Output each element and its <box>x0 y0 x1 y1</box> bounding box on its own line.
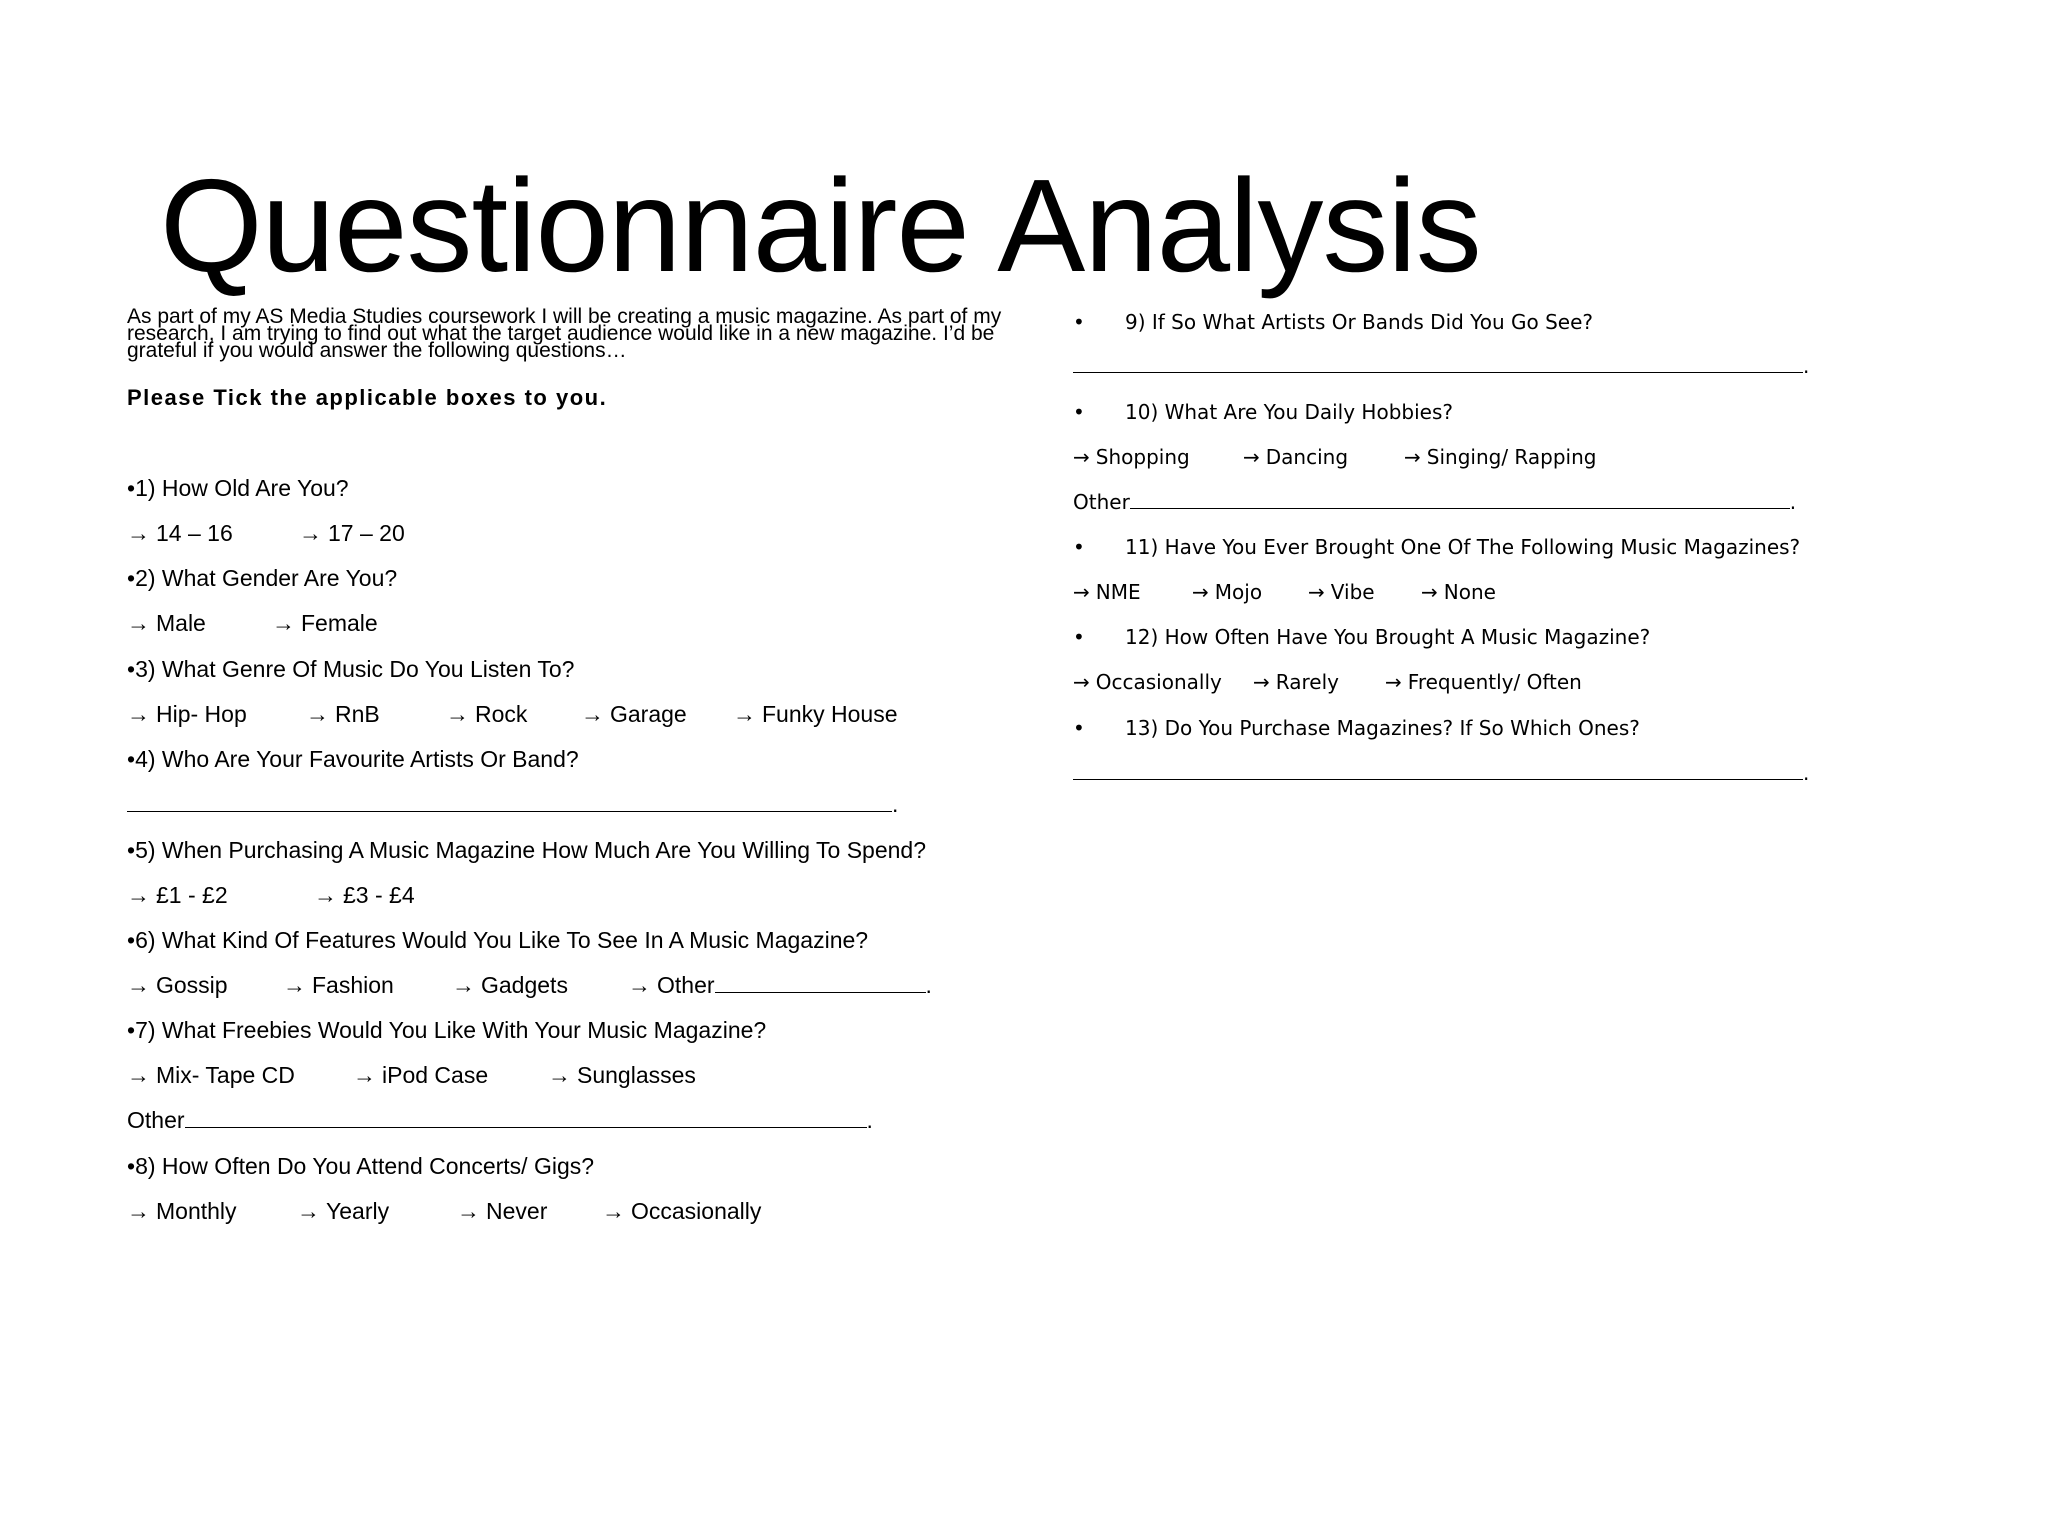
arrow-right-icon: → <box>353 1062 376 1088</box>
arrow-right-icon: → <box>446 701 469 727</box>
bullet: • <box>127 475 136 501</box>
arrow-right-icon: → <box>127 610 150 636</box>
bullet: • <box>127 656 136 682</box>
arrow-right-icon: → <box>457 1198 480 1224</box>
option[interactable]: → Yearly <box>297 1198 390 1224</box>
option[interactable]: → Female <box>272 610 378 636</box>
option[interactable]: → Rarely <box>1253 670 1339 694</box>
answer-line[interactable] <box>1073 352 1803 373</box>
arrow-right-icon: → <box>283 972 306 998</box>
answer-row-12 <box>1073 668 1582 696</box>
intro-paragraph: As part of my AS Media Studies coursework I will be creating a music magazine. As part of my research, I am trying to find out what the target audience would like in a new magazine. I’d be grateful if you would answer the following questions… <box>127 305 1002 362</box>
option[interactable]: → Mix- Tape CD <box>127 1062 295 1088</box>
question-10 <box>1073 398 1453 426</box>
question-text: 10) What Are You Daily Hobbies? <box>1125 400 1453 424</box>
question-4 <box>127 745 579 773</box>
arrow-right-icon: → <box>1073 580 1090 604</box>
option[interactable]: → Other . <box>628 972 932 998</box>
arrow-right-icon: → <box>1073 445 1090 469</box>
bullet: • <box>127 746 136 772</box>
option[interactable]: → iPod Case <box>353 1062 489 1088</box>
answer-row-2 <box>127 609 378 637</box>
arrow-right-icon: → <box>127 882 150 908</box>
arrow-right-icon: → <box>1253 670 1270 694</box>
option[interactable]: → Fashion <box>283 972 394 998</box>
bullet: • <box>1073 625 1085 649</box>
option[interactable]: → Gadgets <box>452 972 568 998</box>
answer-row-11 <box>1073 578 1496 606</box>
other-answer-line[interactable] <box>1130 488 1790 509</box>
instruction-text: Please Tick the applicable boxes to you. <box>127 385 608 410</box>
option[interactable]: → Monthly <box>127 1198 237 1224</box>
answer-row-3 <box>127 700 898 728</box>
answer-row-13: . <box>1073 759 1809 787</box>
question-7 <box>127 1016 766 1044</box>
question-12 <box>1073 623 1650 651</box>
arrow-right-icon: → <box>272 610 295 636</box>
answer-line[interactable] <box>1073 759 1803 780</box>
question-9 <box>1073 308 1593 336</box>
arrow-right-icon: → <box>581 701 604 727</box>
other-row-10: Other . <box>1073 490 1797 514</box>
arrow-right-icon: → <box>1308 580 1325 604</box>
option[interactable]: → 14 – 16 <box>127 520 233 546</box>
arrow-right-icon: → <box>602 1198 625 1224</box>
answer-row-6 <box>127 971 932 999</box>
question-5 <box>127 836 926 864</box>
arrow-right-icon: → <box>733 701 756 727</box>
option[interactable]: → Hip- Hop <box>127 701 247 727</box>
question-3 <box>127 655 574 683</box>
option[interactable]: → 17 – 20 <box>299 520 405 546</box>
question-text: 6) What Kind Of Features Would You Like To See In A Music Magazine? <box>135 927 869 953</box>
question-text: 4) Who Are Your Favourite Artists Or Band? <box>135 746 579 772</box>
option[interactable]: → £1 - £2 <box>127 882 228 908</box>
bullet: • <box>1073 716 1085 740</box>
answer-row-10 <box>1073 443 1596 471</box>
question-13 <box>1073 714 1640 742</box>
option[interactable]: → Funky House <box>733 701 898 727</box>
option[interactable]: → Never <box>457 1198 548 1224</box>
bullet: • <box>1073 400 1085 424</box>
option[interactable]: → Occasionally <box>602 1198 762 1224</box>
bullet: • <box>127 1153 136 1179</box>
question-1 <box>127 474 349 502</box>
question-text: 3) What Genre Of Music Do You Listen To? <box>135 656 575 682</box>
option[interactable]: → Mojo <box>1192 580 1263 604</box>
arrow-right-icon: → <box>306 701 329 727</box>
arrow-right-icon: → <box>1421 580 1438 604</box>
question-text: 8) How Often Do You Attend Concerts/ Gigs? <box>135 1153 595 1179</box>
bullet: • <box>127 927 136 953</box>
option[interactable]: → Singing/ Rapping <box>1404 445 1597 469</box>
arrow-right-icon: → <box>452 972 475 998</box>
option[interactable]: → Shopping <box>1073 445 1190 469</box>
question-6 <box>127 926 868 954</box>
option[interactable]: → £3 - £4 <box>314 882 415 908</box>
arrow-right-icon: → <box>299 520 322 546</box>
question-text: 13) Do You Purchase Magazines? If So Which Ones? <box>1125 716 1640 740</box>
arrow-right-icon: → <box>1073 670 1090 694</box>
other-answer-line[interactable] <box>715 972 926 993</box>
arrow-right-icon: → <box>127 701 150 727</box>
answer-row-5 <box>127 881 415 909</box>
bullet: • <box>1073 310 1085 334</box>
arrow-right-icon: → <box>628 972 651 998</box>
arrow-right-icon: → <box>297 1198 320 1224</box>
question-11 <box>1073 533 1800 561</box>
arrow-right-icon: → <box>1404 445 1421 469</box>
arrow-right-icon: → <box>1385 670 1402 694</box>
arrow-right-icon: → <box>1192 580 1209 604</box>
answer-row-4: . <box>127 790 898 818</box>
answer-row-7 <box>127 1061 696 1089</box>
option[interactable]: → Dancing <box>1243 445 1349 469</box>
arrow-right-icon: → <box>127 1062 150 1088</box>
option[interactable]: → RnB <box>306 701 380 727</box>
answer-row-8 <box>127 1197 761 1225</box>
arrow-right-icon: → <box>127 520 150 546</box>
arrow-right-icon: → <box>548 1062 571 1088</box>
answer-row-9: . <box>1073 352 1809 380</box>
bullet: • <box>127 1017 136 1043</box>
bullet: • <box>127 565 136 591</box>
other-row-7: Other . <box>127 1107 873 1133</box>
question-text: 9) If So What Artists Or Bands Did You Go See? <box>1125 310 1594 334</box>
question-8 <box>127 1152 594 1180</box>
option[interactable]: → Rock <box>446 701 528 727</box>
question-text: 11) Have You Ever Brought One Of The Following Music Magazines? <box>1125 535 1801 559</box>
arrow-right-icon: → <box>314 882 337 908</box>
option[interactable]: → Garage <box>581 701 687 727</box>
question-text: 5) When Purchasing A Music Magazine How Much Are You Willing To Spend? <box>135 837 927 863</box>
option[interactable]: → Vibe <box>1308 580 1375 604</box>
option[interactable]: → Sunglasses <box>548 1062 696 1088</box>
option[interactable]: → Occasionally <box>1073 670 1222 694</box>
question-text: 12) How Often Have You Brought A Music Magazine? <box>1125 625 1651 649</box>
arrow-right-icon: → <box>1243 445 1260 469</box>
question-text: 1) How Old Are You? <box>135 475 349 501</box>
question-text: 2) What Gender Are You? <box>135 565 398 591</box>
question-text: 7) What Freebies Would You Like With Your Music Magazine? <box>135 1017 767 1043</box>
bullet: • <box>1073 535 1085 559</box>
option[interactable]: → None <box>1421 580 1496 604</box>
bullet: • <box>127 837 136 863</box>
question-2 <box>127 564 397 592</box>
page-title: Questionnaire Analysis <box>160 152 1481 299</box>
option[interactable]: → Male <box>127 610 206 636</box>
option[interactable]: → Gossip <box>127 972 228 998</box>
arrow-right-icon: → <box>127 1198 150 1224</box>
other-answer-line[interactable] <box>185 1107 867 1128</box>
answer-line[interactable] <box>127 791 892 812</box>
option[interactable]: → Frequently/ Often <box>1385 670 1582 694</box>
arrow-right-icon: → <box>127 972 150 998</box>
answer-row-1 <box>127 519 405 547</box>
option[interactable]: → NME <box>1073 580 1141 604</box>
